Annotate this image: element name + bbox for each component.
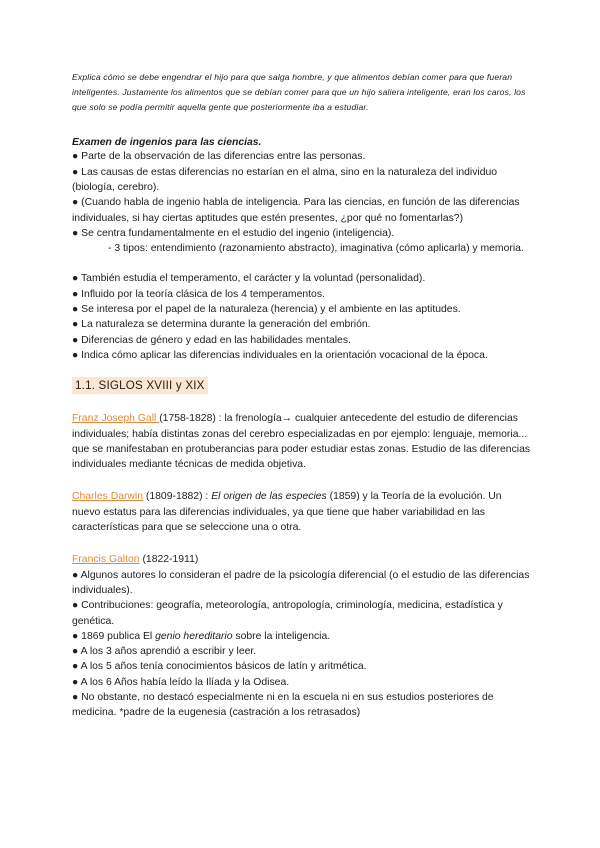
examen-bullet: ● También estudia el temperamento, el carácter y la voluntad (personalidad). xyxy=(72,273,426,285)
section-heading: 1.1. SIGLOS XVIII y XIX xyxy=(72,377,208,394)
galton-bullet: ● A los 5 años tenía conocimientos básicos de latín y aritmética. xyxy=(72,661,367,673)
gall-paragraph xyxy=(72,411,532,472)
gall-name: Franz Joseph Gall xyxy=(72,413,160,425)
galton-name: Francis Galton xyxy=(72,554,140,566)
galton-bullet: ● A los 6 Años había leído la Ilíada y la Odisea. xyxy=(72,676,290,688)
darwin-paragraph xyxy=(72,489,532,535)
examen-bullet: ● Se centra fundamentalmente en el estudio del ingenio (inteligencia). xyxy=(72,227,395,239)
darwin-book: El origen de las especies xyxy=(211,491,327,503)
examen-title: Examen de ingenios para las ciencias. xyxy=(72,137,262,149)
examen-bullet: ● (Cuando habla de ingenio habla de inteligencia. Para las ciencias, en función de las diferencias individuales, si hay ciertas aptitudes que estén presentes, ¿por qué no fomentarlas?) xyxy=(72,197,520,224)
examen-bullet: ● Influido por la teoría clásica de los 4 temperamentos. xyxy=(72,288,325,300)
galton-b3-book: genio hereditario xyxy=(155,630,233,642)
examen-bullet: ● Las causas de estas diferencias no estarían en el alma, sino en la naturaleza del individuo (biología, cerebro). xyxy=(72,166,498,193)
galton-b3-pre: ● 1869 publica El xyxy=(72,630,156,642)
galton-section xyxy=(72,552,532,720)
galton-bullet: ● Contribuciones: geografía, meteorología, antropología, criminología, medicina, estadística y genética. xyxy=(72,600,503,627)
examen-bullet: ● Se interesa por el papel de la naturaleza (herencia) y el ambiente en las aptitudes. xyxy=(72,304,461,316)
gall-text: (1758-1828) : la frenología→ cualquier antecedente del estudio de diferencias individuales; había distintas zonas del cerebro especializadas en por ejemplo: lenguaje, memoria... que se manifestaban en protuberancias para poder estudiar estas zonas. Estudio de las diferencias individuales mediante técnicas de medida objetiva. xyxy=(72,413,531,471)
document-page xyxy=(72,70,532,721)
examen-bullet: ● Indica cómo aplicar las diferencias individuales en la orientación vocacional de la época. xyxy=(72,349,488,361)
examen-bullet: ● Diferencias de género y edad en las habilidades mentales. xyxy=(72,334,351,346)
examen-bullet: ● Parte de la observación de las diferencias entre las personas. xyxy=(72,151,366,163)
examen-subitem: - 3 tipos: entendimiento (razonamiento abstracto), imaginativa (cómo aplicarla) y memoria. xyxy=(108,243,524,255)
galton-bullet xyxy=(72,629,532,644)
galton-bullet: ● Algunos autores lo consideran el padre de la psicología diferencial (o el estudio de las diferencias individuales). xyxy=(72,569,530,596)
galton-bullet: ● A los 3 años aprendió a escribir y leer. xyxy=(72,646,257,658)
examen-bullet: ● La naturaleza se determina durante la generación del embrión. xyxy=(72,319,371,331)
darwin-text: (1859) y la Teoría de la evolución. Un nuevo estatus para las diferencias individuales, ya que tiene que haber variabilidad en las características para que se seleccione una o otra. xyxy=(72,491,502,534)
darwin-years: (1809-1882) : xyxy=(143,491,212,503)
galton-years: (1822-1911) xyxy=(139,554,199,566)
galton-bullet: ● No obstante, no destacó especialmente ni en la escuela ni en sus estudios posteriores de medicina. *padre de la eugenesia (castración a los retrasados) xyxy=(72,692,494,719)
intro-paragraph: Explica cómo se debe engendrar el hijo para que salga hombre, y que alimentos debían comer para que fueran inteligentes. Justamente los alimentos que se debían comer para que un hijo saliera inteligente, eran los caros, los que solo se podía permitir aquella gente que posteriormente iba a estudiar. xyxy=(72,72,526,112)
darwin-name: Charles Darwin xyxy=(72,491,144,503)
galton-b3-post: sobre la inteligencia. xyxy=(232,630,331,642)
